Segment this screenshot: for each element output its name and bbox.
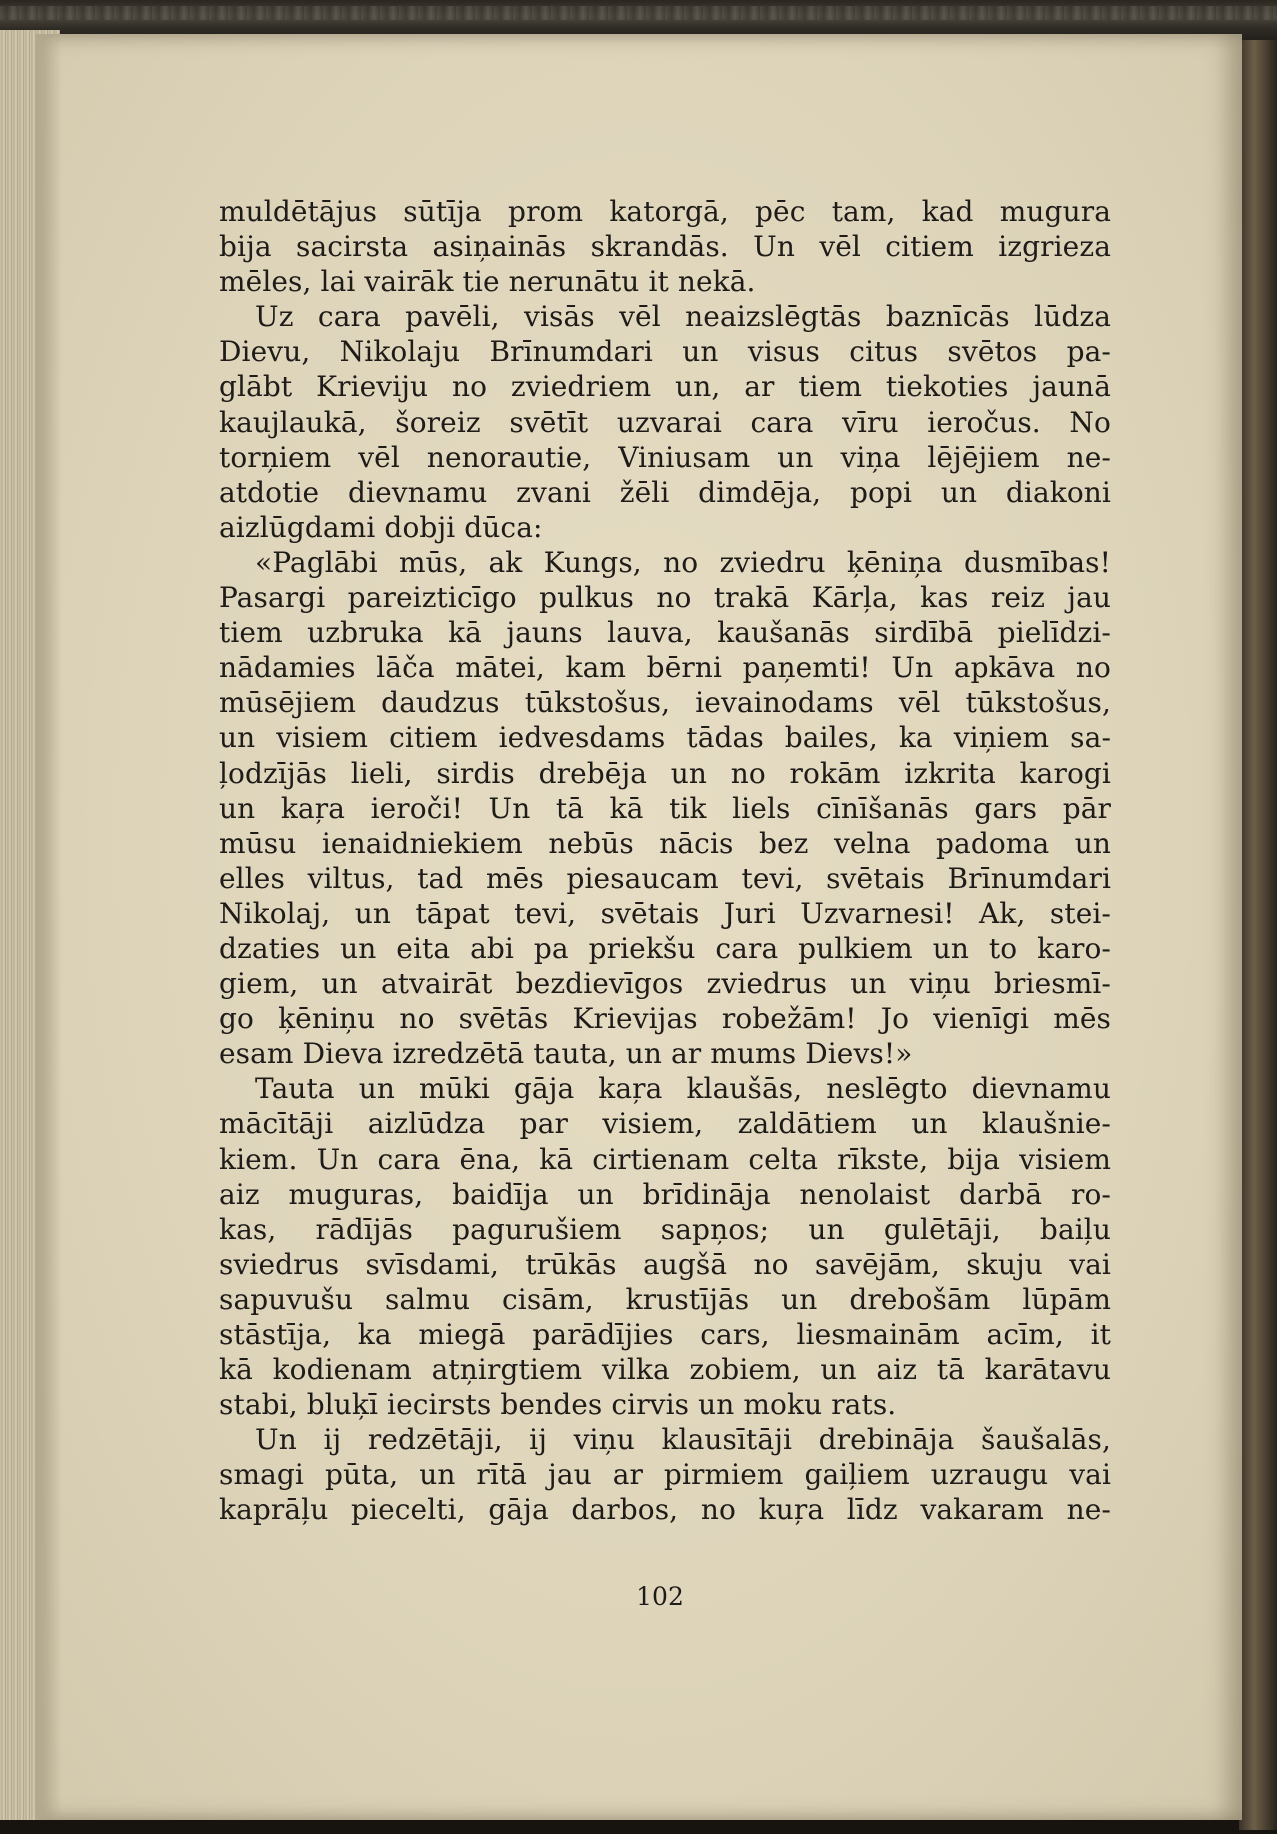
text-line: aiz muguras, baidīja un brīdināja nenolaist darbā ro- bbox=[219, 1177, 1111, 1211]
page-number: 102 bbox=[636, 1582, 684, 1611]
text-line: mēles, lai vairāk tie nerunātu it nekā. bbox=[219, 265, 756, 299]
text-line: stabi, bluķī iecirsts bendes cirvis un moku rats. bbox=[219, 1388, 897, 1422]
text-line: Tauta un mūki gāja kaŗa klaušās, neslēgto dievnamu bbox=[255, 1072, 1111, 1106]
text-line: glābt Krieviju no zviedriem un, ar tiem tiekoties jaunā bbox=[219, 370, 1111, 404]
text-line: esam Dieva izredzētā tauta, un ar mums Dievs!» bbox=[219, 1037, 913, 1071]
text-line: ļodzījās lieli, sirdis drebēja un no rokām izkrita karogi bbox=[219, 756, 1111, 790]
text-line: bija sacirsta asiņainās skrandās. Un vēl citiem izgrieza bbox=[219, 230, 1111, 264]
text-line: smagi pūta, un rītā jau ar pirmiem gaiļiem uzraugu vai bbox=[219, 1458, 1111, 1492]
text-line: dzaties un eita abi pa priekšu cara pulkiem un to karo- bbox=[219, 931, 1111, 965]
text-line: Un ij redzētāji, ij viņu klausītāji drebināja šaušalās, bbox=[255, 1423, 1111, 1457]
page-body-text bbox=[219, 194, 1111, 1528]
text-line: kas, rādījās pagurušiem sapņos; un gulētāji, baiļu bbox=[219, 1212, 1111, 1246]
text-line: stāstīja, ka miegā parādījies cars, liesmainām acīm, it bbox=[219, 1318, 1111, 1351]
text-line: kiem. Un cara ēna, kā cirtienam celta rīkste, bija visiem bbox=[219, 1142, 1111, 1176]
text-line: mūsu ienaidniekiem nebūs nācis bez velna padoma un bbox=[219, 826, 1111, 860]
text-line: sviedrus svīsdami, trūkās augšā no savējām, skuju vai bbox=[219, 1247, 1111, 1281]
text-line: kaprāļu piecelti, gāja darbos, no kuŗa līdz vakaram ne- bbox=[219, 1493, 1111, 1527]
text-line: muldētājus sūtīja prom katorgā, pēc tam, kad mugura bbox=[219, 195, 1111, 228]
text-line: elles viltus, tad mēs piesaucam tevi, svētais Brīnumdari bbox=[219, 861, 1111, 895]
text-line: kaujlaukā, šoreiz svētīt uzvarai cara vīru ieročus. No bbox=[219, 405, 1111, 439]
text-line: tiem uzbruka kā jauns lauva, kaušanās sirdībā pielīdzi- bbox=[219, 616, 1111, 650]
text-line: Nikolaj, un tāpat tevi, svētais Juri Uzvarnesi! Ak, stei- bbox=[219, 896, 1111, 930]
text-line: aizlūgdami dobji dūca: bbox=[219, 510, 543, 544]
text-line: nādamies lāča mātei, kam bērni paņemti! Un apkāva no bbox=[219, 651, 1111, 685]
text-line: Dievu, Nikolaju Brīnumdari un visus citus svētos pa- bbox=[219, 335, 1111, 369]
text-line: Uz cara pavēli, visās vēl neaizslēgtās baznīcās lūdza bbox=[255, 300, 1111, 334]
text-line: go ķēniņu no svētās Krievijas robežām! Jo vienīgi mēs bbox=[219, 1002, 1111, 1036]
text-line: atdotie dievnamu zvani žēli dimdēja, popi un diakoni bbox=[219, 475, 1111, 509]
text-line: un kaŗa ieroči! Un tā kā tik liels cīnīšanās gars pār bbox=[219, 791, 1111, 825]
text-line: mācītāji aizlūdza par visiem, zaldātiem un klaušnie- bbox=[219, 1107, 1111, 1141]
text-line: kā kodienam atņirgtiem vilka zobiem, un aiz tā karātavu bbox=[219, 1353, 1111, 1387]
book-cover-edge bbox=[1239, 40, 1277, 1830]
text-line: un visiem citiem iedvesdams tādas bailes, ka viņiem sa- bbox=[219, 721, 1111, 755]
text-line: giem, un atvairāt bezdievīgos zviedrus un viņu briesmī- bbox=[219, 967, 1111, 1001]
text-line: Pasargi pareizticīgo pulkus no trakā Kārļa, kas reiz jau bbox=[219, 581, 1111, 615]
text-line: sapuvušu salmu cisām, krustījās un drebošām lūpām bbox=[219, 1282, 1111, 1316]
text-line: «Paglābi mūs, ak Kungs, no zviedru ķēniņa dusmības! bbox=[255, 545, 1111, 579]
text-line: mūsējiem daudzus tūkstošus, ievainodams vēl tūkstošus, bbox=[219, 686, 1111, 720]
text-line: torņiem vēl nenorautie, Viniusam un viņa lējējiem ne- bbox=[219, 440, 1111, 474]
